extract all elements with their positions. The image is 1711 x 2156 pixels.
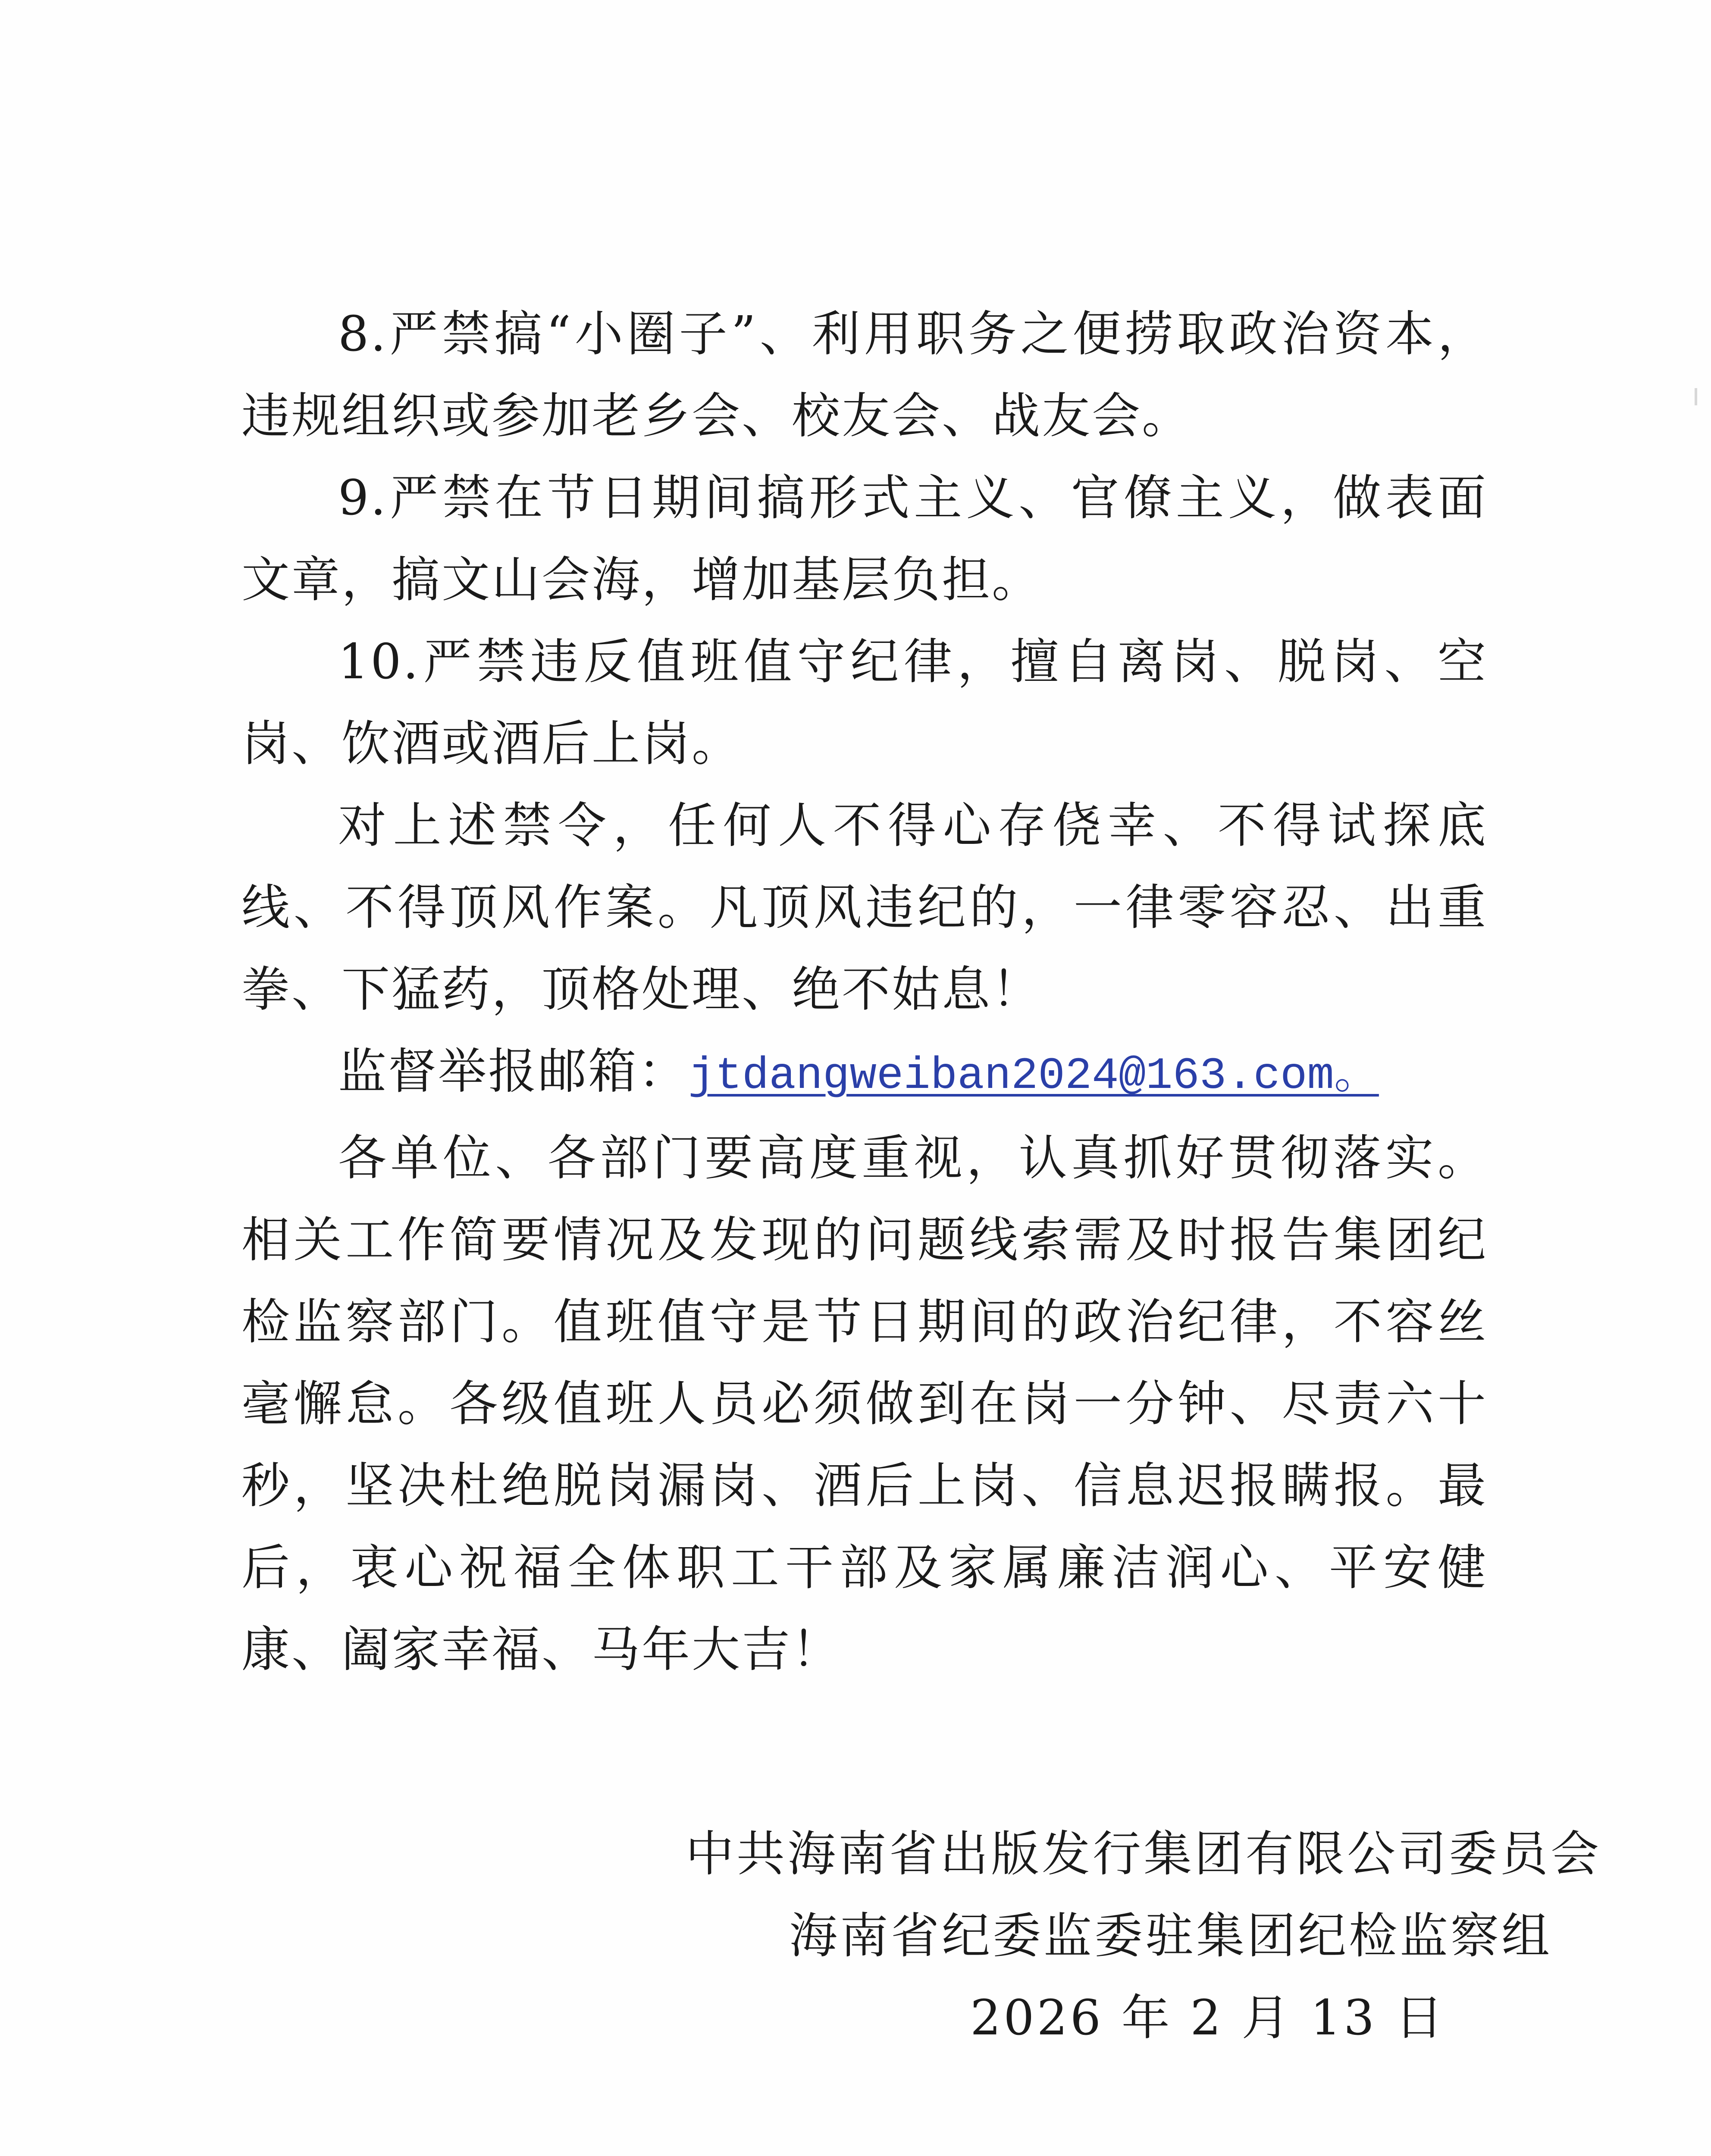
signature-org-party-committee: 中共海南省出版发行集团有限公司委员会 — [686, 1826, 1601, 1882]
mailbox-label: 监督举报邮箱： — [338, 1044, 688, 1100]
paragraph-closing: 各单位、各部门要高度重视，认真抓好贯彻落实。相关工作简要情况及发现的问题线索需及时报告集团纪检监察部门。值班值守是节日期间的政治纪律，不容丝毫懈怠。各级值班人员必须做到在岗一分钟、尽责六十秒，坚决杜绝脱岗漏岗、酒后上岗、信息迟报瞒报。最后，衷心祝福全体职工干部及家属廉洁润心、平安健康、阖家幸福、马年大吉！ — [241, 1130, 1488, 1678]
signature-date: 2026 年 2 月 13 日 — [970, 1990, 1446, 2046]
scan-edge-mark — [1695, 388, 1697, 405]
document-body — [241, 293, 1488, 1691]
signature-org-inspection-group: 海南省纪委监委驻集团纪检监察组 — [789, 1908, 1552, 1964]
paragraph-item-10: 10.严禁违反值班值守纪律，擅自离岗、脱岗、空岗、饮酒或酒后上岗。 — [241, 634, 1488, 772]
mailbox-email-link[interactable]: jtdangweiban2024@163.com。 — [688, 1051, 1379, 1102]
mailbox-line — [241, 1031, 1488, 1117]
paragraph-item-9: 9.严禁在节日期间搞形式主义、官僚主义，做表面文章，搞文山会海，增加基层负担。 — [241, 470, 1488, 608]
paragraph-warning: 对上述禁令，任何人不得心存侥幸、不得试探底线、不得顶风作案。凡顶风违纪的，一律零容忍、出重拳、下猛药，顶格处理、绝不姑息！ — [241, 798, 1488, 1018]
paragraph-item-8: 8.严禁搞“小圈子”、利用职务之便捞取政治资本，违规组织或参加老乡会、校友会、战友会。 — [241, 306, 1488, 444]
